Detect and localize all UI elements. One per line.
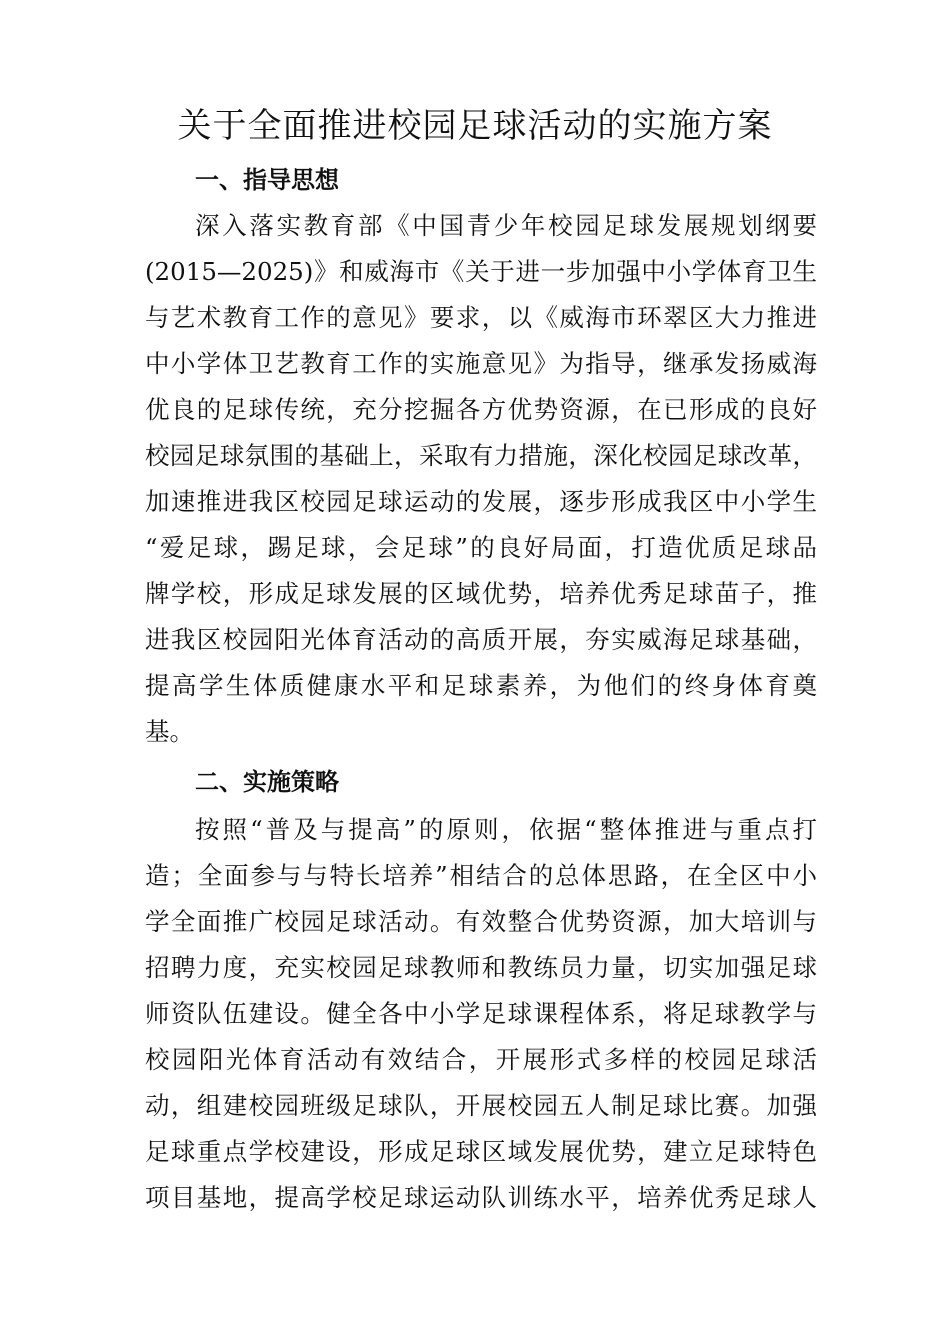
document-title: 关于全面推进校园足球活动的实施方案 — [177, 106, 773, 146]
paragraph-line: 动，组建校园班级足球队，开展校园五人制足球比赛。加强 — [145, 1091, 817, 1120]
paragraph-line: 加速推进我区校园足球运动的发展，逐步形成我区中小学生 — [145, 487, 817, 516]
paragraph-line: 校园足球氛围的基础上，采取有力措施，深化校园足球改革， — [145, 441, 817, 470]
paragraph-line: 提高学生体质健康水平和足球素养，为他们的终身体育奠 — [145, 671, 817, 700]
paragraph-line: 深入落实教育部《中国青少年校园足球发展规划纲要 — [195, 211, 817, 240]
paragraph-line: 按照“普及与提高”的原则，依据“整体推进与重点打 — [195, 815, 817, 844]
paragraph-line: 师资队伍建设。健全各中小学足球课程体系，将足球教学与 — [145, 999, 817, 1028]
paragraph-line: “爱足球，踢足球，会足球”的良好局面，打造优质足球品 — [145, 533, 817, 562]
paragraph-line: 学全面推广校园足球活动。有效整合优势资源，加大培训与 — [145, 907, 817, 936]
paragraph-line: 牌学校，形成足球发展的区域优势，培养优秀足球苗子，推 — [145, 579, 817, 608]
paragraph-line: 造；全面参与与特长培养”相结合的总体思路，在全区中小 — [145, 861, 817, 890]
paragraph-line: 中小学体卫艺教育工作的实施意见》为指导，继承发扬威海 — [145, 349, 817, 378]
paragraph-line: 校园阳光体育活动有效结合，开展形式多样的校园足球活 — [145, 1045, 817, 1074]
paragraph-line: 招聘力度，充实校园足球教师和教练员力量，切实加强足球 — [145, 953, 817, 982]
paragraph-line: 进我区校园阳光体育活动的高质开展，夯实威海足球基础， — [145, 625, 817, 654]
paragraph-line: (2015—2025)》和威海市《关于进一步加强中小学体育卫生 — [145, 257, 817, 286]
paragraph-line: 项目基地，提高学校足球运动队训练水平，培养优秀足球人 — [145, 1183, 817, 1212]
paragraph-line: 基。 — [145, 717, 194, 746]
paragraph-line: 与艺术教育工作的意见》要求，以《威海市环翠区大力推进 — [145, 303, 817, 332]
paragraph-line: 优良的足球传统，充分挖掘各方优势资源，在已形成的良好 — [145, 395, 817, 424]
paragraph-line: 足球重点学校建设，形成足球区域发展优势，建立足球特色 — [145, 1137, 817, 1166]
section-heading-guiding-ideology: 一、指导思想 — [195, 166, 339, 194]
section-heading-implementation-strategy: 二、实施策略 — [195, 768, 339, 796]
